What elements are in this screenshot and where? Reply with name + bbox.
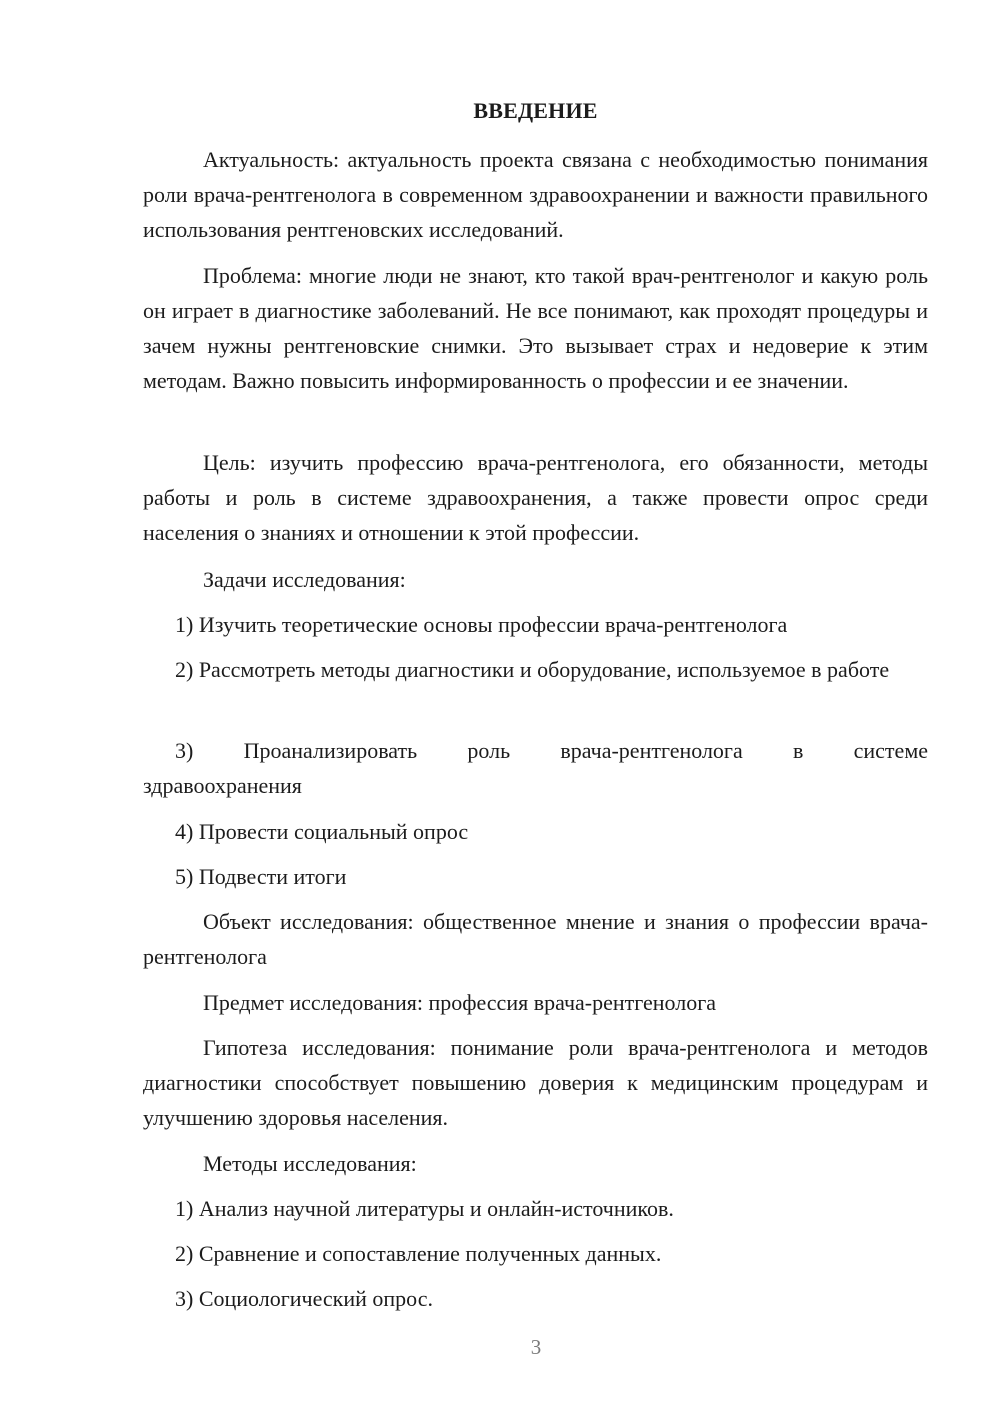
task-item-1: 1) Изучить теоретические основы профессии врача-рентгенолога (175, 612, 788, 637)
object-paragraph: Объект исследования: общественное мнение и знания о профессии врача-рентгенолога (143, 909, 928, 969)
task-item-2: 2) Рассмотреть методы диагностики и оборудование, используемое в работе (175, 657, 890, 682)
tasks-heading: Задачи исследования: (203, 567, 406, 592)
method-item-3: 3) Социологический опрос. (175, 1286, 433, 1311)
goal-paragraph: Цель: изучить профессию врача-рентгенолога, его обязанности, методы работы и роль в системе здравоохранения, а также провести опрос среди населения о знаниях и отношении к этой профессии. (143, 450, 928, 545)
method-item-1: 1) Анализ научной литературы и онлайн-источников. (175, 1196, 674, 1221)
subject-paragraph: Предмет исследования: профессия врача-рентгенолога (203, 990, 717, 1015)
task-item-3: 3) Проанализировать роль врача-рентгенолога в системе здравоохранения (143, 738, 928, 798)
page-number: 3 (530, 1335, 542, 1359)
task-item-4: 4) Провести социальный опрос (175, 819, 469, 844)
method-item-2: 2) Сравнение и сопоставление полученных данных. (175, 1241, 662, 1266)
task-item-5: 5) Подвести итоги (175, 864, 347, 889)
section-title: ВВЕДЕНИЕ (473, 98, 598, 123)
methods-heading: Методы исследования: (203, 1151, 417, 1176)
relevance-paragraph: Актуальность: актуальность проекта связана с необходимостью понимания роли врача-рентгенолога в современном здравоохранении и важности правильного использования рентгеновских исследований. (143, 147, 928, 242)
problem-paragraph: Проблема: многие люди не знают, кто такой врач-рентгенолог и какую роль он играет в диагностике заболеваний. Не все понимают, как проходят процедуры и зачем нужны рентгеновские снимки. Это вызывает страх и недоверие к этим методам. Важно повысить информированность о профессии и ее значении. (143, 263, 928, 393)
hypothesis-paragraph: Гипотеза исследования: понимание роли врача-рентгенолога и методов диагностики способствует повышению доверия к медицинским процедурам и улучшению здоровья населения. (143, 1035, 928, 1130)
